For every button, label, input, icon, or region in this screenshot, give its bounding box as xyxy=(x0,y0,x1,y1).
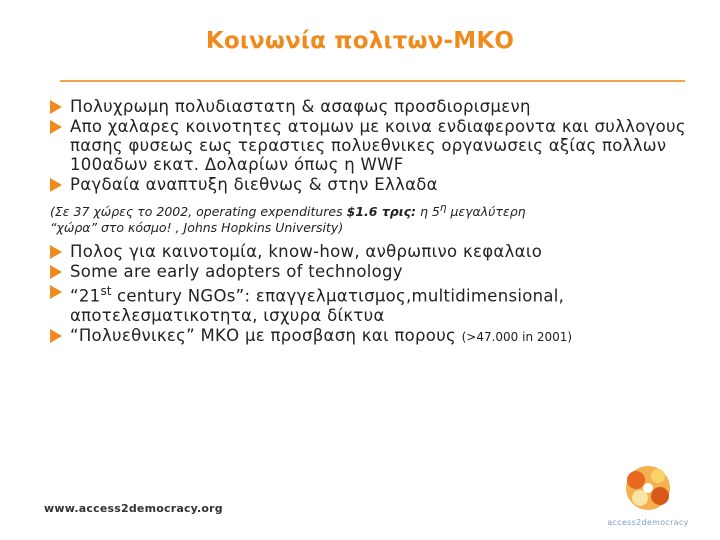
triangle-bullet-icon xyxy=(50,100,62,114)
triangle-bullet-icon xyxy=(50,329,62,343)
bullet-item: Απο χαλαρες κοινοτητες ατομων με κοινα ενδιαφεροντα και συλλογους πασης φυσεως εως τεραστιες πολυεθνικες οργανωσεις αξίας πολλων 100αδων εκατ. Δολαρίων όπως η WWF xyxy=(46,117,696,174)
triangle-bullet-icon xyxy=(50,245,62,259)
bullet-item: Πολυχρωμη πολυδιαστατη & ασαφως προσδιορισμενη xyxy=(46,97,696,116)
bullet-item: “Πολυεθνικες” ΜΚΟ με προσβαση και πορους (>47.000 in 2001) xyxy=(46,326,696,347)
bullet-item: Πολος για καινοτομία, know-how, ανθρωπινο κεφαλαιο xyxy=(46,242,696,261)
logo-wordmark: access2democracy xyxy=(607,518,689,527)
triangle-bullet-icon xyxy=(50,285,62,299)
bullet-item: Some are early adopters of technology xyxy=(46,262,696,281)
statistics-note: (Σε 37 χώρες το 2002, operating expenditures $1.6 τρις: η $5^\eta$ μεγαλύτερη “χώρα” στο κόσμο! , Johns Hopkins University) xyxy=(50,202,526,236)
triangle-bullet-icon xyxy=(50,120,62,134)
footer-url: www.access2democracy.org xyxy=(44,502,223,515)
bullet-item: Ραγδαία αναπτυξη διεθνως & στην Ελλαδα xyxy=(46,175,696,194)
bullet-list xyxy=(46,97,696,347)
triangle-bullet-icon xyxy=(50,265,62,279)
title-divider xyxy=(60,80,685,82)
slide-title: Κοινωνία πολιτων-ΜΚΟ xyxy=(205,28,515,54)
bullet-item: “21st century NGOs”: επαγγελματισμος,multidimensional, αποτελεσματικοτητα, ισχυρα δίκτυα xyxy=(46,282,696,325)
triangle-bullet-icon xyxy=(50,178,62,192)
